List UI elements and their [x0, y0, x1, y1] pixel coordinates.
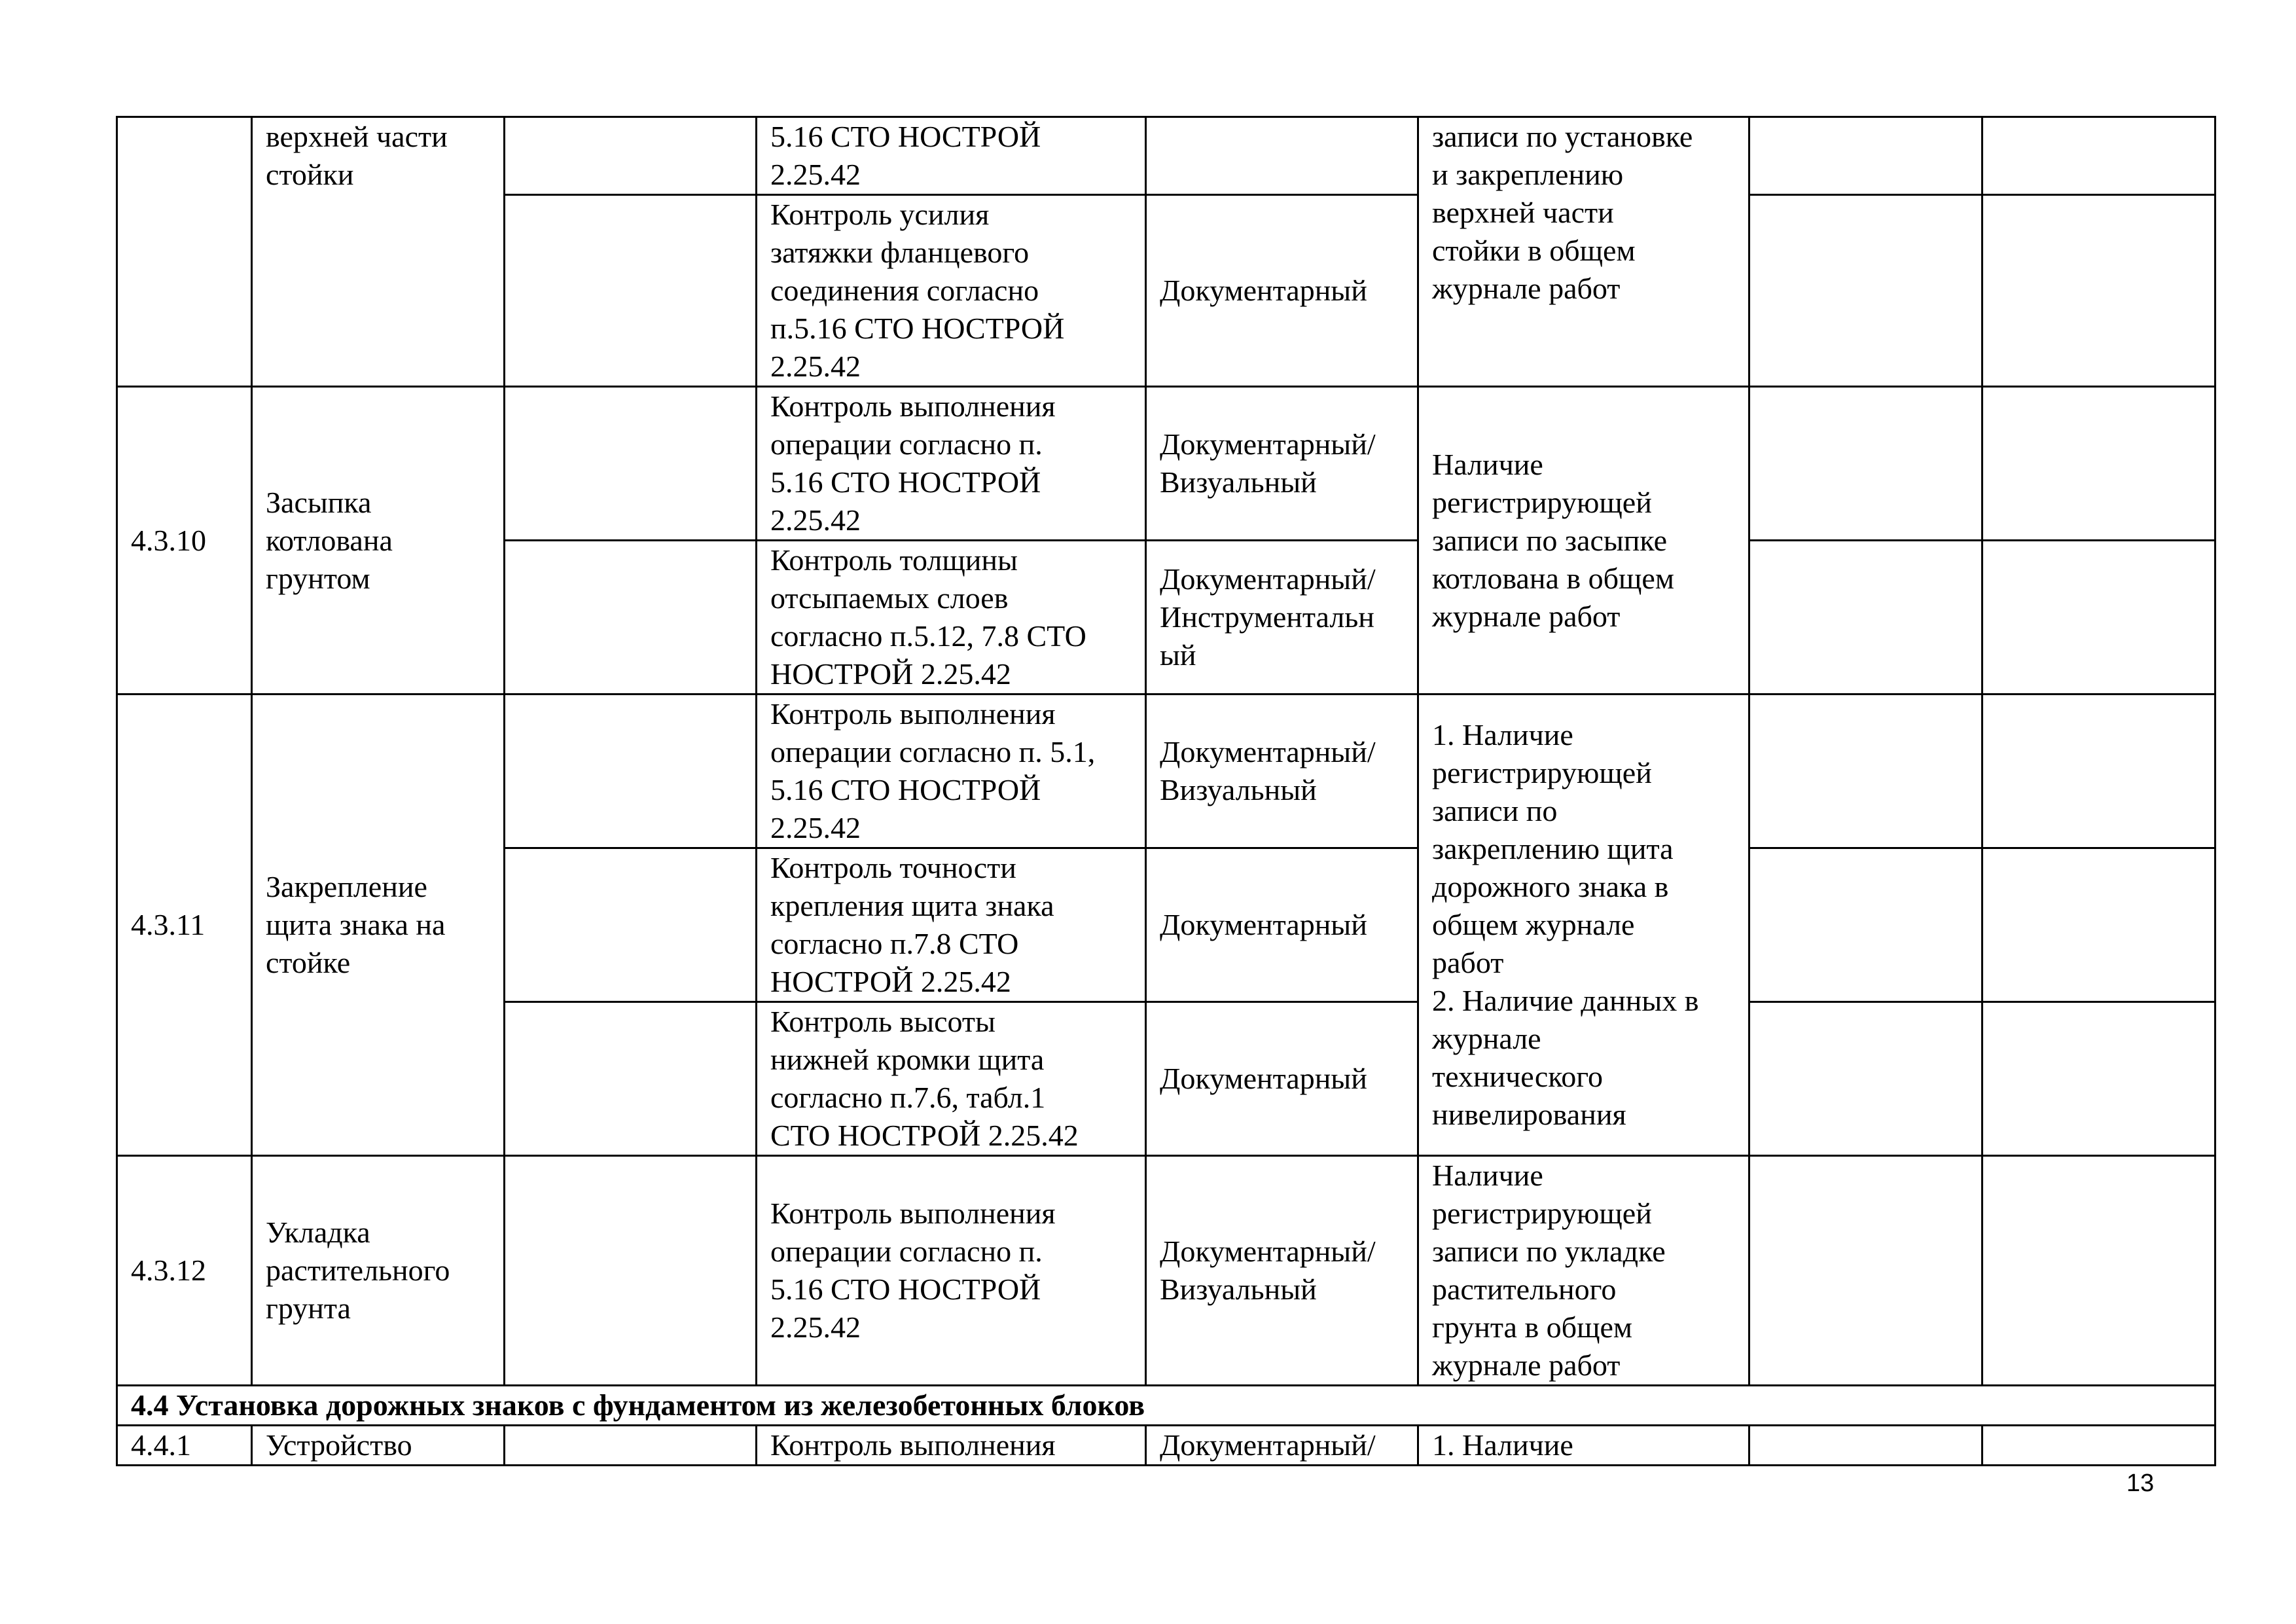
table-cell-empty [505, 541, 757, 695]
table-cell-method: Документарный [1146, 848, 1418, 1002]
table-cell-method: Документарный [1146, 1002, 1418, 1156]
table-cell-empty [1749, 1426, 1982, 1466]
table-cell-empty [1982, 1156, 2215, 1386]
table-cell-documentation: Наличие регистрирующей записи по укладке растительного грунта в общем журнале работ [1418, 1156, 1749, 1386]
table-cell-method: Документарный/ [1146, 1426, 1418, 1466]
table-cell-empty [505, 848, 757, 1002]
table-cell-empty [1749, 541, 1982, 695]
table-cell-control: Контроль выполнения [757, 1426, 1146, 1466]
table-cell-name: Закрепление щита знака на стойке [252, 695, 505, 1156]
table-cell-control: 5.16 СТО НОСТРОЙ 2.25.42 [757, 117, 1146, 195]
table-cell-empty [505, 1002, 757, 1156]
table-cell-documentation: записи по установке и закреплению верхней части стойки в общем журнале работ [1418, 117, 1749, 387]
table-cell-name: Укладка растительного грунта [252, 1156, 505, 1386]
table-cell-name: Устройство [252, 1426, 505, 1466]
table-cell-empty [1982, 1002, 2215, 1156]
table-cell-control: Контроль выполнения операции согласно п. 5.16 СТО НОСТРОЙ 2.25.42 [757, 1156, 1146, 1386]
table-cell-method: Документарный [1146, 195, 1418, 387]
table-cell-documentation: 1. Наличие [1418, 1426, 1749, 1466]
table-cell-method: Документарный/ Визуальный [1146, 387, 1418, 541]
table-cell-method [1146, 117, 1418, 195]
table-cell-control: Контроль высоты нижней кромки щита согласно п.7.6, табл.1 СТО НОСТРОЙ 2.25.42 [757, 1002, 1146, 1156]
table-cell-number [117, 117, 252, 387]
page-number: 13 [2126, 1470, 2155, 1497]
table-cell-documentation: Наличие регистрирующей записи по засыпке котлована в общем журнале работ [1418, 387, 1749, 695]
table-cell-empty [505, 1156, 757, 1386]
table-cell-empty [1749, 695, 1982, 848]
table-cell-control: Контроль толщины отсыпаемых слоев согласно п.5.12, 7.8 СТО НОСТРОЙ 2.25.42 [757, 541, 1146, 695]
table-cell-name: Засыпка котлована грунтом [252, 387, 505, 695]
table-cell-control: Контроль выполнения операции согласно п. 5.16 СТО НОСТРОЙ 2.25.42 [757, 387, 1146, 541]
table-cell-empty [1749, 195, 1982, 387]
table-cell-number: 4.4.1 [117, 1426, 252, 1466]
table-cell-number: 4.3.10 [117, 387, 252, 695]
table-cell-empty [1982, 848, 2215, 1002]
table-cell-empty [505, 387, 757, 541]
table-cell-empty [1982, 695, 2215, 848]
table-cell-method: Документарный/ Визуальный [1146, 1156, 1418, 1386]
table-cell-empty [505, 195, 757, 387]
table-cell-control: Контроль выполнения операции согласно п. 5.1, 5.16 СТО НОСТРОЙ 2.25.42 [757, 695, 1146, 848]
table-cell-control: Контроль усилия затяжки фланцевого соединения согласно п.5.16 СТО НОСТРОЙ 2.25.42 [757, 195, 1146, 387]
table-cell-empty [505, 117, 757, 195]
table-cell-empty [1749, 1002, 1982, 1156]
table-cell-control: Контроль точности крепления щита знака согласно п.7.8 СТО НОСТРОЙ 2.25.42 [757, 848, 1146, 1002]
table-cell-empty [1982, 541, 2215, 695]
table-cell-empty [505, 1426, 757, 1466]
table-cell-number: 4.3.11 [117, 695, 252, 1156]
table-cell-empty [1749, 848, 1982, 1002]
section-heading: 4.4 Установка дорожных знаков с фундаментом из железобетонных блоков [117, 1386, 2215, 1426]
table-cell-empty [505, 695, 757, 848]
table-cell-empty [1749, 387, 1982, 541]
table-cell-empty [1982, 387, 2215, 541]
table-cell-number: 4.3.12 [117, 1156, 252, 1386]
table-cell-empty [1982, 1426, 2215, 1466]
table-cell-documentation: 1. Наличие регистрирующей записи по закреплению щита дорожного знака в общем журнале работ 2. Наличие данных в журнале технического нивелирования [1418, 695, 1749, 1156]
table-cell-empty [1749, 117, 1982, 195]
table-cell-empty [1982, 117, 2215, 195]
table-cell-empty [1982, 195, 2215, 387]
table-cell-method: Документарный/ Инструментальн ый [1146, 541, 1418, 695]
table-cell-name: верхней части стойки [252, 117, 505, 387]
table-cell-method: Документарный/ Визуальный [1146, 695, 1418, 848]
table-cell-empty [1749, 1156, 1982, 1386]
control-table [116, 116, 2216, 1466]
